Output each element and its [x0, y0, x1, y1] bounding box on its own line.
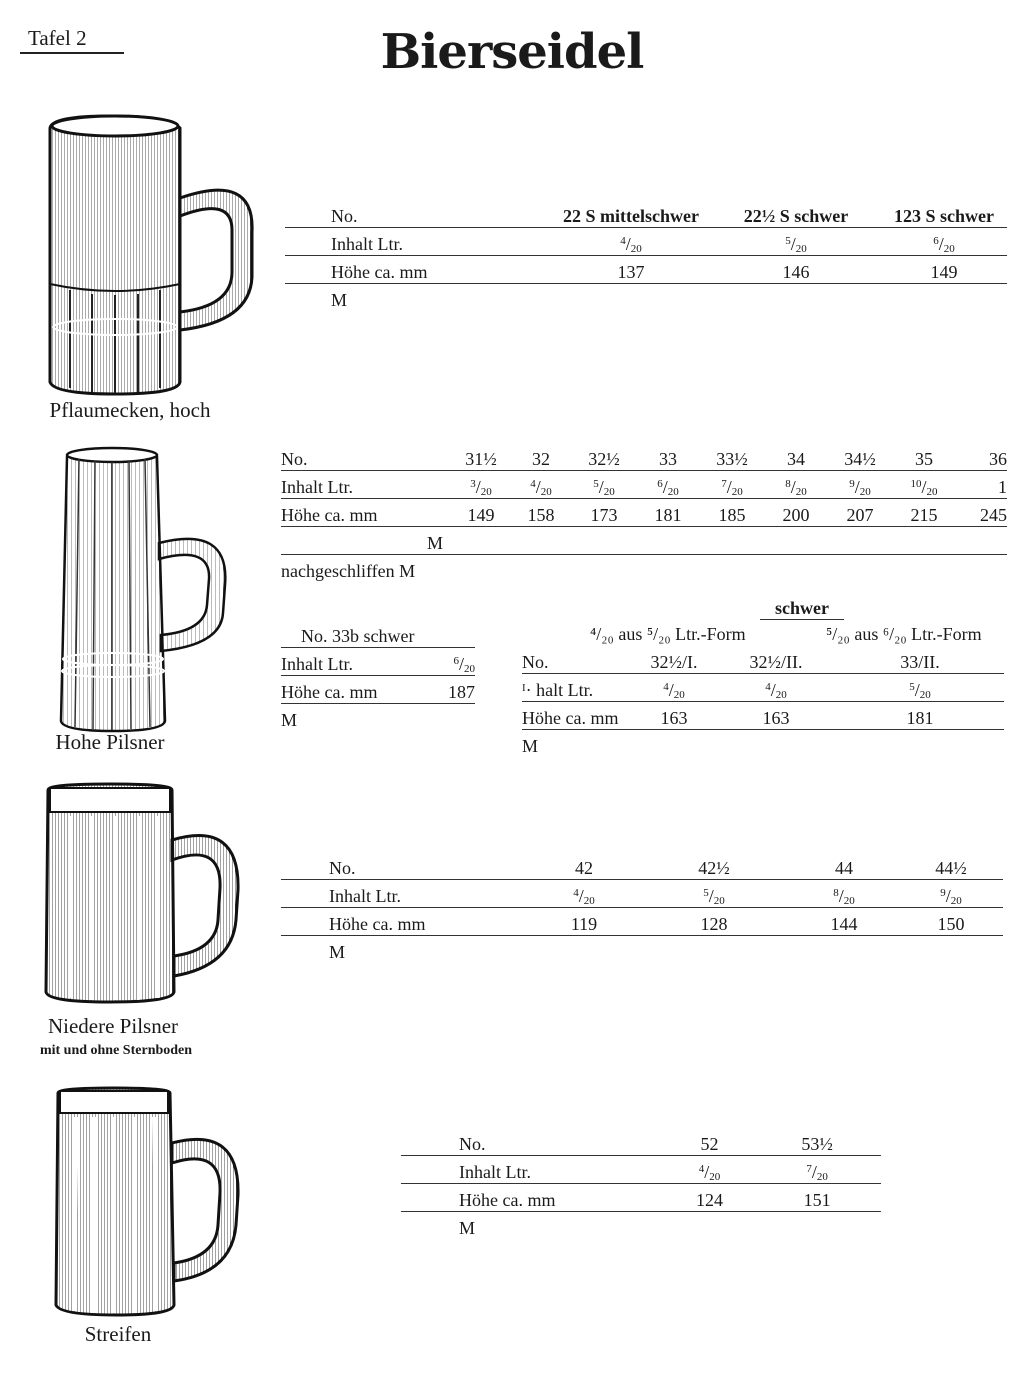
inhalt-value: $^8/_{20}$	[789, 880, 899, 908]
page-title: Bierseidel	[380, 24, 644, 80]
hoehe-label: Höhe ca. mm	[401, 1184, 666, 1212]
model-number: 32½/I.	[632, 646, 716, 674]
inhalt-label: Inhalt Ltr.	[281, 471, 451, 499]
inhalt-value: $^6/_{20}$	[881, 228, 1007, 256]
inhalt-value: $^8/_{20}$	[765, 471, 827, 499]
inhalt-value: $^9/_{20}$	[827, 471, 893, 499]
inhalt-value: $^7/_{20}$	[753, 1156, 881, 1184]
hoehe-value: 146	[711, 256, 881, 284]
hoehe-value: 163	[716, 702, 836, 730]
schwer-heading: schwer	[760, 598, 844, 620]
caption-hohe-pilsner: Hohe Pilsner	[55, 730, 165, 754]
model-number: 42½	[639, 852, 789, 880]
inhalt-value: $^4/_{20}$	[666, 1156, 753, 1184]
no-33b-label: No. 33b schwer	[281, 620, 475, 648]
table-pflaumecken	[285, 200, 1007, 311]
inhalt-label: Inhalt Ltr.	[281, 880, 529, 908]
m-label: M	[329, 942, 346, 962]
hoehe-label: Höhe ca. mm	[281, 499, 451, 527]
model-123s: 123 S schwer	[881, 200, 1007, 228]
mug-pflaumecken-illustration	[40, 112, 270, 402]
inhalt-label: Inhalt Ltr.	[281, 648, 433, 676]
model-number: 34½	[827, 443, 893, 471]
caption-niedere-pilsner: Niedere Pilsner	[47, 1014, 179, 1038]
model-number: 33	[637, 443, 699, 471]
table-streifen	[401, 1128, 881, 1239]
hoehe-value: 119	[529, 908, 639, 936]
inhalt-value: $^6/_{20}$	[637, 471, 699, 499]
subcaption-sternboden: mit und ohne Sternboden	[39, 1043, 193, 1058]
model-22half-s: 22½ S schwer	[711, 200, 881, 228]
model-number: 32½/II.	[716, 646, 836, 674]
inhalt-value: $^4/_{20}$	[716, 674, 836, 702]
hoehe-value: 215	[893, 499, 955, 527]
inhalt-value: $^7/_{20}$	[699, 471, 765, 499]
form-5-aus-6: ⁵/₂₀ aus ⁶/₂₀ Ltr.-Form	[826, 624, 982, 644]
inhalt-value: $^9/_{20}$	[899, 880, 1003, 908]
no-label: No.	[281, 443, 451, 471]
caption-pflaumecken: Pflaumecken, hoch	[49, 398, 211, 422]
hoehe-label: Höhe ca. mm	[281, 676, 433, 704]
hoehe-value: 173	[571, 499, 637, 527]
model-number: 34	[765, 443, 827, 471]
m-label: M	[331, 290, 348, 310]
plate-number: Tafel 2	[20, 26, 124, 54]
inhalt-value: $^6/_{20}$	[433, 648, 475, 676]
hoehe-value: 200	[765, 499, 827, 527]
model-number: 42	[529, 852, 639, 880]
model-number: 33/II.	[836, 646, 1004, 674]
hoehe-value: 150	[899, 908, 1003, 936]
table-niedere-pilsner	[281, 852, 1003, 963]
model-number: 53½	[753, 1128, 881, 1156]
table-schwer-form	[522, 646, 1004, 757]
model-number: 44	[789, 852, 899, 880]
inhalt-value: $^5/_{20}$	[711, 228, 881, 256]
m-label: M	[281, 710, 298, 730]
mug-niedere-pilsner-illustration	[40, 780, 250, 1010]
inhalt-value: 1	[955, 471, 1007, 499]
hoehe-value: 151	[753, 1184, 881, 1212]
table-hohe-pilsner	[281, 443, 1007, 582]
no-label: No.	[285, 200, 551, 228]
inhalt-value: $^5/_{20}$	[639, 880, 789, 908]
hoehe-value: 124	[666, 1184, 753, 1212]
hoehe-value: 144	[789, 908, 899, 936]
inhalt-value: $^3/_{20}$	[451, 471, 511, 499]
inhalt-value: $^5/_{20}$	[836, 674, 1004, 702]
hoehe-label: Höhe ca. mm	[285, 256, 551, 284]
no-label: No.	[281, 852, 529, 880]
form-4-aus-5: ⁴/₂₀ aus ⁵/₂₀ Ltr.-Form	[590, 624, 746, 644]
model-number: 32	[511, 443, 571, 471]
inhalt-label: ᴵ· halt Ltr.	[522, 674, 632, 702]
inhalt-value: $^{10}/_{20}$	[893, 471, 955, 499]
hoehe-value: 128	[639, 908, 789, 936]
table-33b	[281, 620, 475, 731]
nachgeschliffen-label: nachgeschliffen M	[281, 561, 416, 581]
no-label: No.	[522, 646, 632, 674]
inhalt-label: Inhalt Ltr.	[285, 228, 551, 256]
mug-hohe-pilsner-illustration	[55, 445, 235, 735]
inhalt-value: $^4/_{20}$	[551, 228, 711, 256]
hoehe-label: Höhe ca. mm	[281, 908, 529, 936]
model-number: 33½	[699, 443, 765, 471]
m-label: M	[459, 1218, 476, 1238]
inhalt-value: $^4/_{20}$	[632, 674, 716, 702]
inhalt-label: Inhalt Ltr.	[401, 1156, 666, 1184]
m-label: M	[522, 736, 539, 756]
model-22s: 22 S mittelschwer	[551, 200, 711, 228]
inhalt-value: $^5/_{20}$	[571, 471, 637, 499]
m-label: M	[281, 527, 451, 555]
hoehe-value: 185	[699, 499, 765, 527]
hoehe-value: 163	[632, 702, 716, 730]
inhalt-value: $^4/_{20}$	[511, 471, 571, 499]
model-number: 35	[893, 443, 955, 471]
hoehe-label: Höhe ca. mm	[522, 702, 632, 730]
hoehe-value: 187	[433, 676, 475, 704]
hoehe-value: 181	[637, 499, 699, 527]
model-number: 52	[666, 1128, 753, 1156]
mug-streifen-illustration	[50, 1085, 250, 1320]
model-number: 44½	[899, 852, 1003, 880]
hoehe-value: 181	[836, 702, 1004, 730]
hoehe-value: 137	[551, 256, 711, 284]
model-number: 32½	[571, 443, 637, 471]
model-number: 36	[955, 443, 1007, 471]
hoehe-value: 245	[955, 499, 1007, 527]
no-label: No.	[401, 1128, 666, 1156]
model-number: 31½	[451, 443, 511, 471]
caption-streifen: Streifen	[84, 1322, 152, 1346]
hoehe-value: 149	[451, 499, 511, 527]
hoehe-value: 207	[827, 499, 893, 527]
hoehe-value: 158	[511, 499, 571, 527]
hoehe-value: 149	[881, 256, 1007, 284]
inhalt-value: $^4/_{20}$	[529, 880, 639, 908]
